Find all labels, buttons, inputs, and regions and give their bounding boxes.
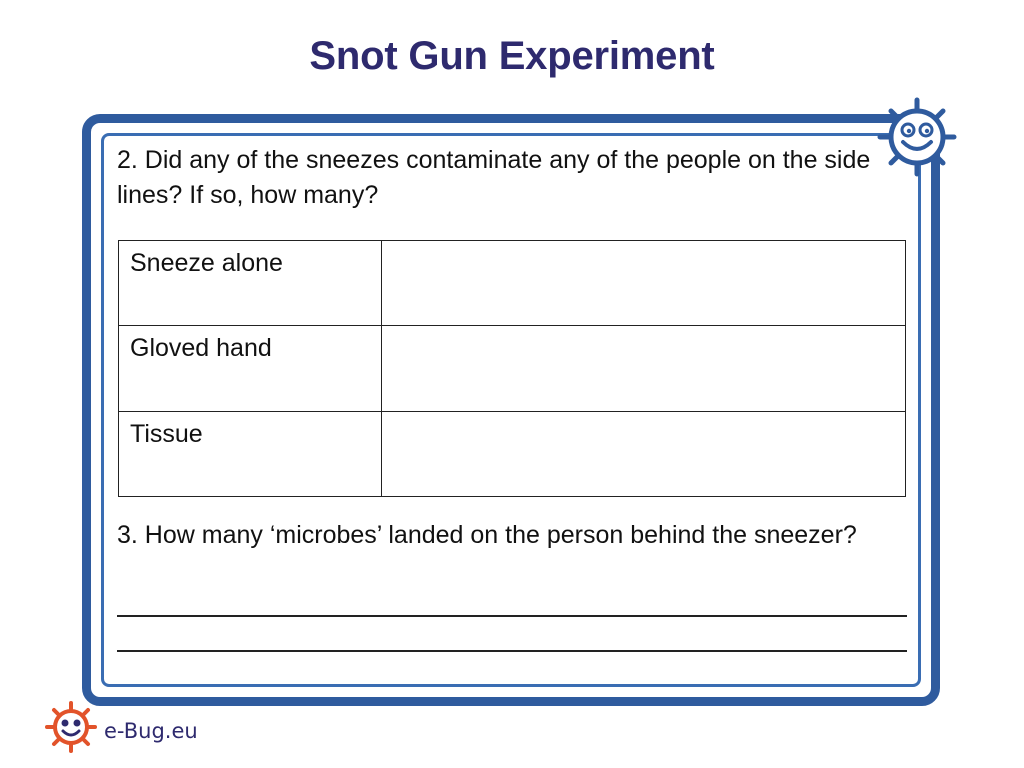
footer-brand[interactable]: e-Bug.eu (104, 719, 198, 743)
table-row (119, 411, 906, 496)
answer-line[interactable] (117, 615, 907, 617)
answer-cell[interactable] (382, 326, 906, 411)
question-3-text: 3. How many ‘microbes’ landed on the person behind the sneezer? (117, 521, 857, 549)
answer-cell[interactable] (382, 241, 906, 326)
answer-line[interactable] (117, 650, 907, 652)
row-label: Gloved hand (119, 326, 382, 411)
answer-cell[interactable] (382, 411, 906, 496)
row-label: Tissue (119, 411, 382, 496)
question-2-text: 2. Did any of the sneezes contaminate any of the people on the side lines? If so, how many? (117, 146, 871, 209)
ebug-logo-icon (44, 700, 98, 754)
row-label: Sneeze alone (119, 241, 382, 326)
page-title: Snot Gun Experiment (309, 34, 715, 78)
table-row (119, 241, 906, 326)
table-row (119, 326, 906, 411)
results-table (118, 240, 906, 497)
